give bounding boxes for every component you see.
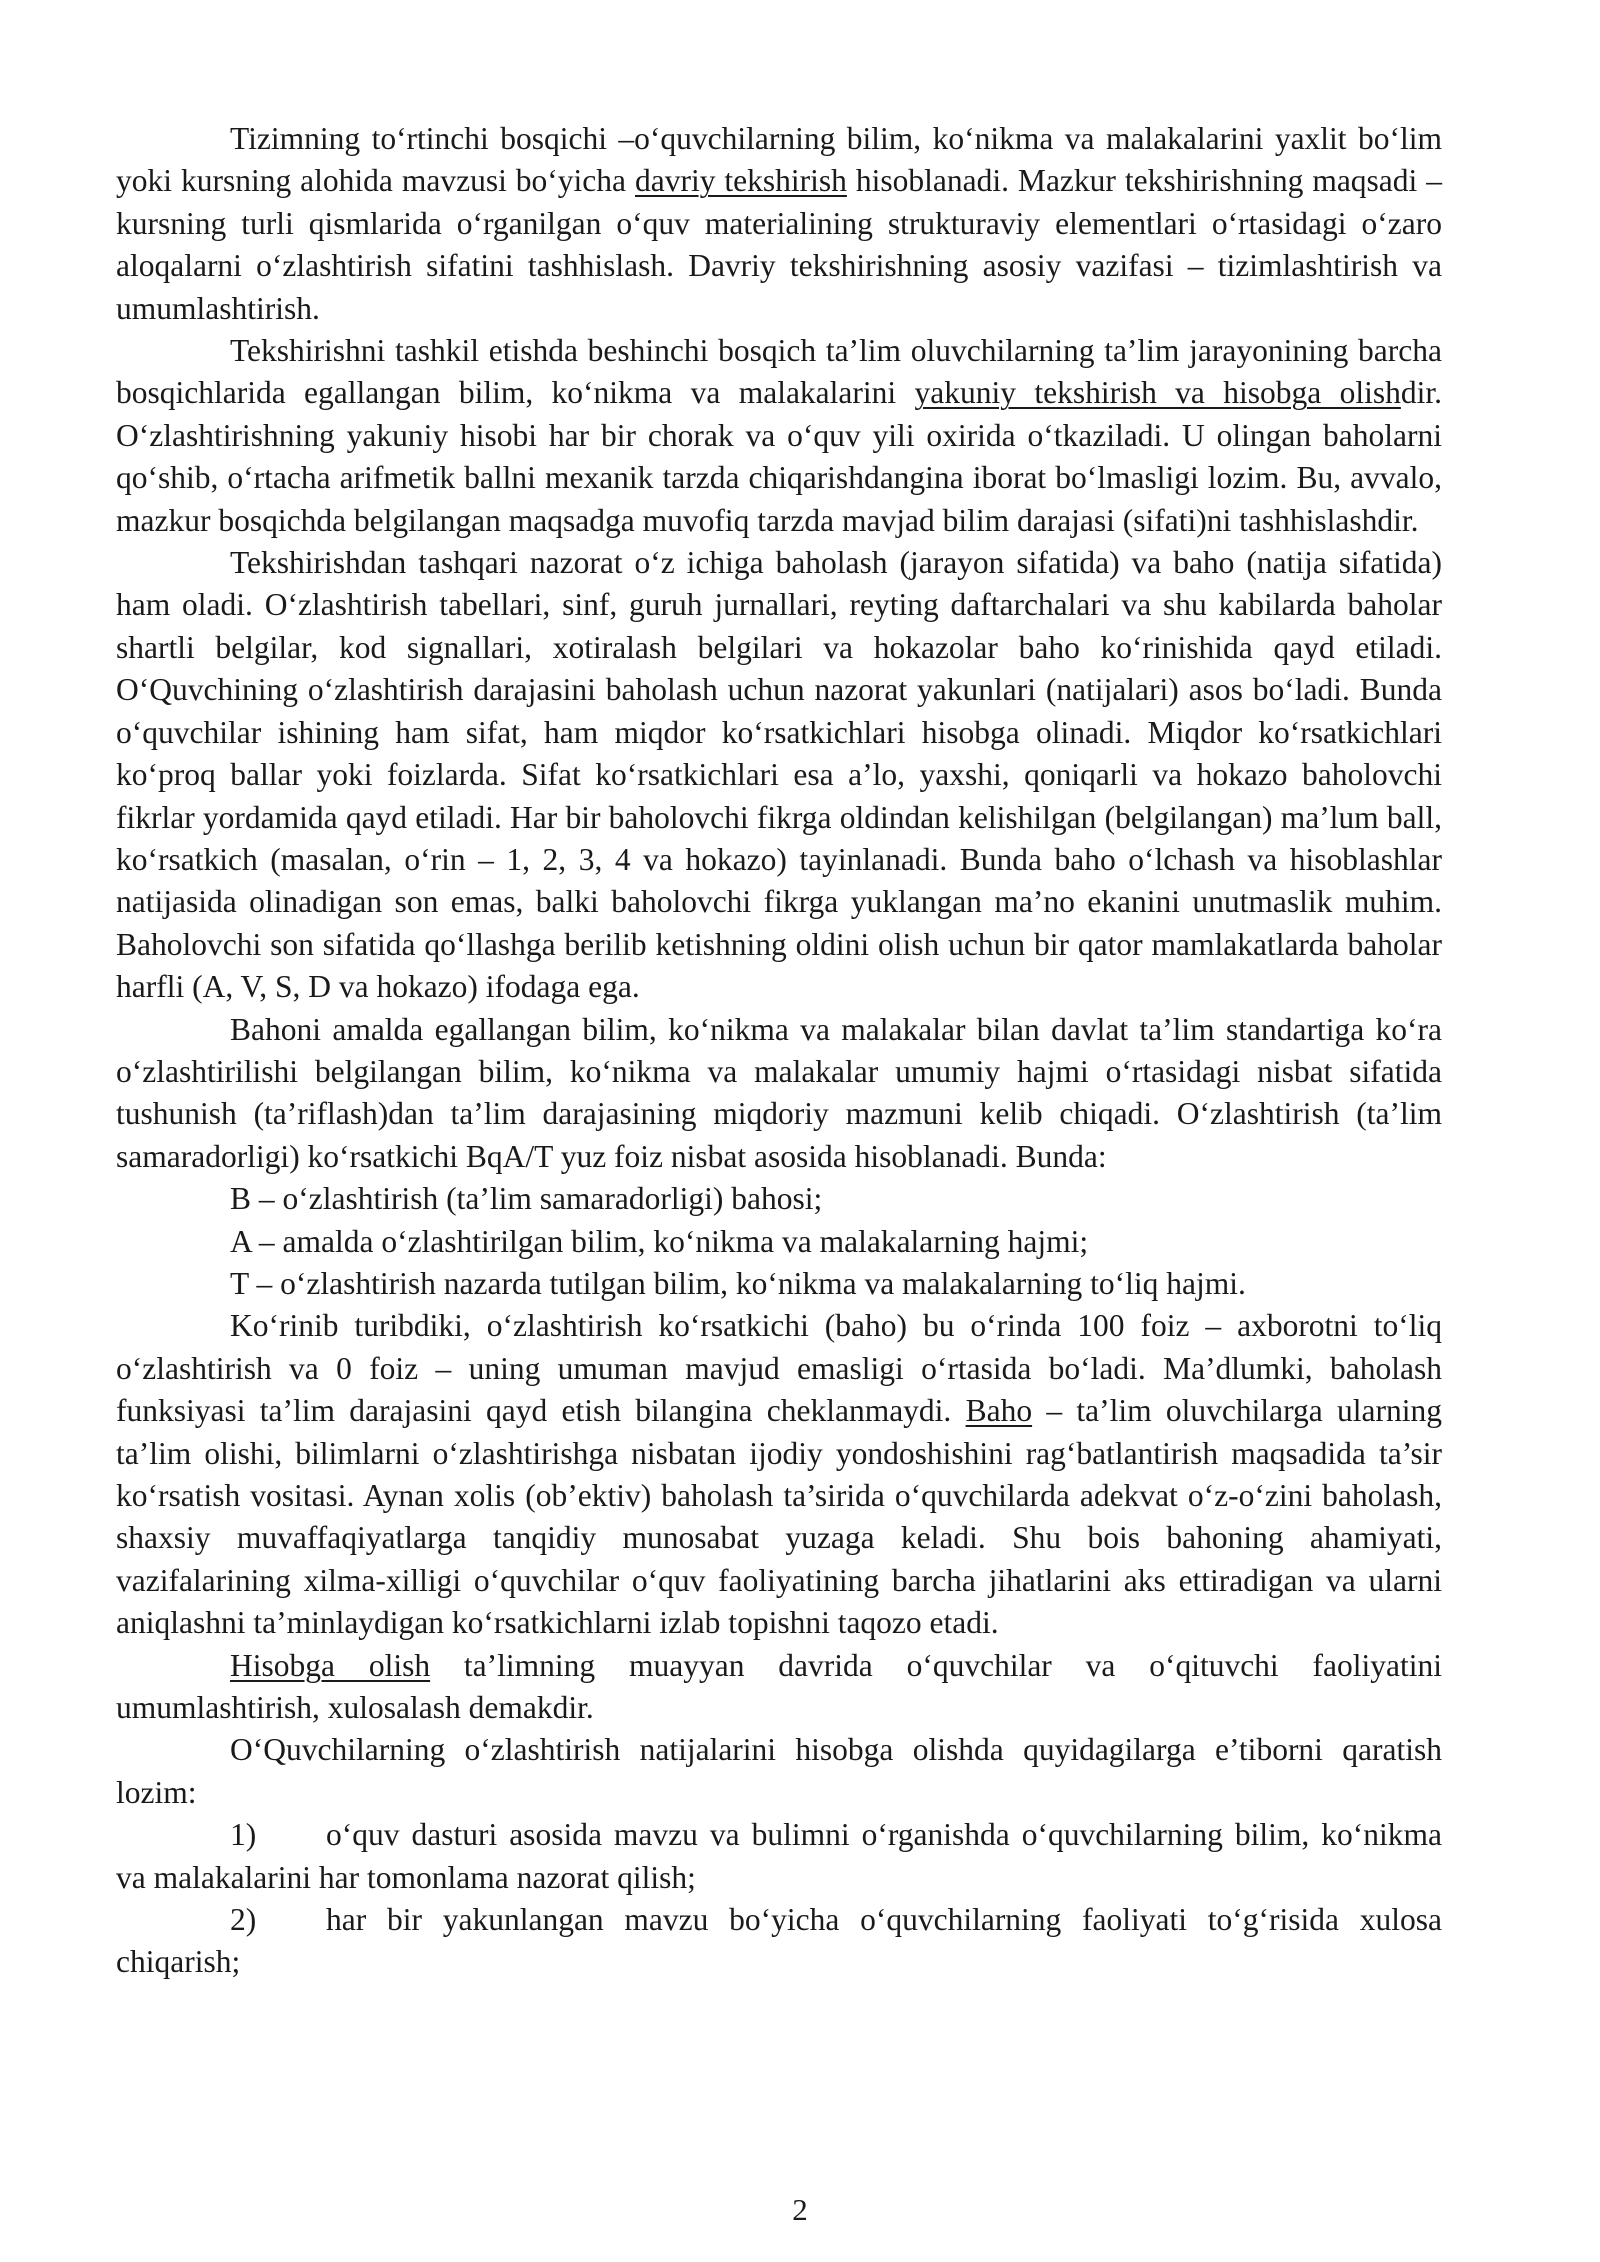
definition-line: B – o‘zlashtirish (ta’lim samaradorligi) bahosi;	[230, 1181, 823, 1217]
paragraph-accounting	[116, 1645, 1442, 1730]
text-run: dir. O‘zlashtirishning yakuniy hisobi har bir chorak va o‘quv yili oxirida o‘tkaziladi. U olingan baholarni qo‘shib, o‘rtacha arifmetik ballni mexanik tarzda chiqarishdangina iborat bo‘lmasligi lozim. Bu, avvalo, mazkur bosqichda belgilangan maqsadga muvofiq tarzda mavjad bilim darajasi (sifati)ni tashhislashdir.	[116, 375, 1443, 538]
paragraph-considerations: O‘Quvchilarning o‘zlashtirish natijalarini hisobga olishda quyidagilarga e’tiborni qaratish lozim:	[116, 1732, 1442, 1810]
underlined-term: davriy tekshirish	[634, 163, 847, 199]
text-run: ta’limning muayyan davrida o‘quvchilar va o‘qituvchi faoliyatini umumlashtirish, xulosalash demakdir.	[116, 1647, 1442, 1726]
text-run: Tizimning to‘rtinchi bosqichi –o‘quvchilarning bilim, ko‘nikma va malakalarini yaxlit bo‘lim yoki kursning alohida mavzusi bo‘yicha	[116, 121, 1442, 199]
document-body	[116, 118, 1442, 1984]
text-run: Tekshirishni tashkil etishda beshinchi bosqich ta’lim oluvchilarning ta’lim jarayonining barcha bosqichlarida egallangan bilim, ko‘nikma va malakalarini	[116, 333, 1442, 411]
paragraph-grade-definition: Bahoni amalda egallangan bilim, ko‘nikma va malakalar bilan davlat ta’lim standartiga ko‘ra o‘zlashtirilishi belgilangan bilim, ko‘nikma va malakalar umumiy hajmi o‘rtasidagi nisbat sifatida tushunish (ta’riflash)dan ta’lim darajasining miqdoriy mazmuni kelib chiqadi. O‘zlashtirish (ta’lim samaradorligi) ko‘rsatkichi BqA/T yuz foiz nisbat asosida hisoblanadi. Bunda:	[116, 1011, 1442, 1174]
underlined-term: Hisobga olish	[230, 1647, 431, 1683]
list-item	[116, 1814, 1442, 1899]
underlined-term: yakuniy tekshirish va hisobga olish	[914, 375, 1401, 411]
paragraph-final-check	[116, 330, 1442, 542]
page-number: 2	[792, 2192, 808, 2227]
underlined-term: Baho	[965, 1393, 1033, 1429]
list-item	[116, 1899, 1442, 1984]
definition-line: A – amalda o‘zlashtirilgan bilim, ko‘nikma va malakalarning hajmi;	[230, 1223, 1089, 1259]
paragraph-periodic-check	[116, 118, 1442, 330]
paragraph-assessment: Tekshirishdan tashqari nazorat o‘z ichiga baholash (jarayon sifatida) va baho (natija sifatida) ham oladi. O‘zlashtirish tabellari, sinf, guruh jurnallari, reyting daftarchalari va shu kabilarda baholar shartli belgilar, kod signallari, xotiralash belgilari va hokazolar baho ko‘rinishida qayd etiladi. O‘Quvchining o‘zlashtirish darajasini baholash uchun nazorat yakunlari (natijalari) asos bo‘ladi. Bunda o‘quvchilar ishining ham sifat, ham miqdor ko‘rsatkichlari hisobga olinadi. Miqdor ko‘rsatkichlari ko‘proq ballar yoki foizlarda. Sifat ko‘rsatkichlari esa a’lo, yaxshi, qoniqarli va hokazo baholovchi fikrlar yordamida qayd etiladi. Har bir baholovchi fikrga oldindan kelishilgan (belgilangan) ma’lum ball, ko‘rsatkich (masalan, o‘rin – 1, 2, 3, 4 va hokazo) tayinlanadi. Bunda baho o‘lchash va hisoblashlar natijasida olinadigan son emas, balki baholovchi fikrga yuklangan ma’no ekanini unutmaslik muhim. Baholovchi son sifatida qo‘llashga berilib ketishning oldini olish uchun bir qator mamlakatlarda baholar harfli (A, V, S, D va hokazo) ifodaga ega.	[116, 545, 1442, 1005]
definition-line: T – o‘zlashtirish nazarda tutilgan bilim, ko‘nikma va malakalarning to‘liq hajmi.	[230, 1265, 1246, 1301]
text-run: hisoblanadi. Mazkur tekshirishning maqsadi – kursning turli qismlarida o‘rganilgan o‘quv materialining strukturaviy elementlari o‘rtasidagi o‘zaro aloqalarni o‘zlashtirish sifatini tashhislash. Davriy tekshirishning asosiy vazifasi – tizimlashtirish va umumlashtirish.	[116, 163, 1443, 326]
text-run: – ta’lim oluvchilarga ularning ta’lim olishi, bilimlarni o‘zlashtirishga nisbatan ijodiy yondoshishini rag‘batlantirish maqsadida ta’sir ko‘rsatish vositasi. Aynan xolis (ob’ektiv) baholash ta’sirida o‘quvchilarda adekvat o‘z-o‘zini baholash, shaxsiy muvaffaqiyatlarga tanqidiy munosabat yuzaga keladi. Shu bois bahoning ahamiyati, vazifalarining xilma-xilligi o‘quvchilar o‘quv faoliyatining barcha jihatlarini aks ettiradigan va ularni aniqlashni ta’minlaydigan ko‘rsatkichlarni izlab topishni taqozo etadi.	[116, 1393, 1442, 1641]
list-text: har bir yakunlangan mavzu bo‘yicha o‘quvchilarning faoliyati to‘g‘risida xulosa chiqarish;	[116, 1902, 1442, 1980]
text-run: Ko‘rinib turibdiki, o‘zlashtirish ko‘rsatkichi (baho) bu o‘rinda 100 foiz – axborotni to‘liq o‘zlashtirish va 0 foiz – uning umuman mavjud emasligi o‘rtasida bo‘ladi. Ma’dlumki, baholash funksiyasi ta’lim darajasini qayd etish bilangina cheklanmaydi.	[116, 1308, 1442, 1429]
list-number: 2)	[230, 1902, 257, 1938]
paragraph-grade-function	[116, 1305, 1442, 1644]
list-text: o‘quv dasturi asosida mavzu va bulimni o‘rganishda o‘quvchilarning bilim, ko‘nikma va malakalarini har tomonlama nazorat qilish;	[116, 1817, 1442, 1895]
list-number: 1)	[230, 1817, 257, 1853]
